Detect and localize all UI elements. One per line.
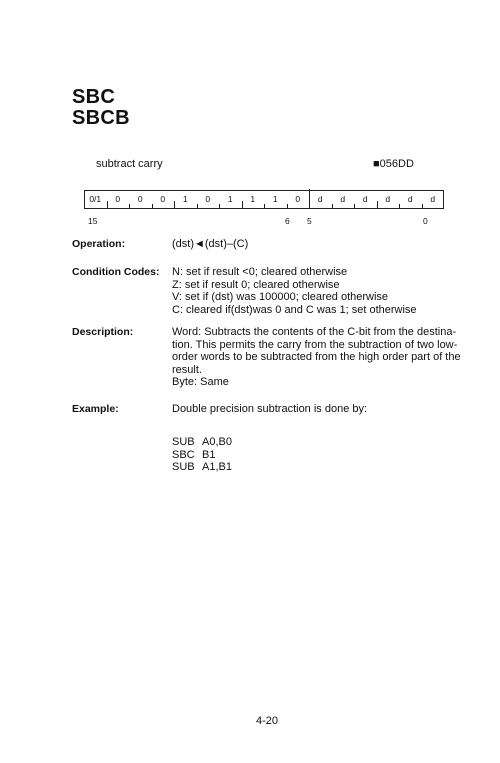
condition-code-z: Z: set if result 0; cleared otherwise [172, 278, 340, 291]
description-line: Byte: Same [172, 376, 229, 388]
bit-cell: 1 [250, 194, 256, 204]
condition-codes-list [172, 266, 467, 316]
instruction-subtitle: subtract carry [96, 158, 163, 170]
description-line: Word: Subtracts the contents of the C-bit from the destina- [172, 326, 457, 338]
description-label: Description: [72, 326, 134, 338]
bit-cell: d [317, 194, 323, 204]
condition-code-n: N: set if result <0; cleared otherwise [172, 266, 348, 278]
bit-tick [422, 204, 423, 208]
bit-cell: d [340, 194, 346, 204]
bit-cell: 0 [137, 194, 143, 204]
bit-cell: 0 [115, 194, 121, 204]
bit-cell: d [385, 194, 391, 204]
mnemonic-sbc: SBC [72, 86, 116, 108]
bit-cell: 0/1 [89, 194, 102, 204]
example-label: Example: [72, 403, 119, 415]
bit-cell: d [407, 194, 413, 204]
description-line: tion. This permits the carry from the subtraction of two low- [172, 338, 458, 351]
bit-tick [287, 204, 288, 208]
bit-cell: 1 [182, 194, 188, 204]
code-op: SUB [172, 461, 195, 473]
bit-cell: d [430, 194, 436, 204]
bit-tick [174, 201, 175, 208]
bit-number-6: 6 [285, 216, 290, 226]
bit-number-15: 15 [88, 216, 98, 226]
bit-cell: 1 [227, 194, 233, 204]
instruction-bit-field [84, 190, 444, 209]
code-line [172, 461, 467, 474]
code-op: SBC [172, 448, 195, 461]
page-number: 4-20 [256, 715, 279, 727]
bit-tick [264, 204, 265, 208]
operation-label: Operation: [72, 238, 126, 250]
condition-code-c: C: cleared if(dst)was 0 and C was 1; set otherwise [172, 303, 417, 316]
bit-cell: 1 [272, 194, 278, 204]
code-line [172, 436, 467, 449]
code-op: SUB [172, 436, 195, 448]
bit-tick [197, 204, 198, 208]
description-text [172, 326, 467, 389]
bit-cell: 0 [205, 194, 211, 204]
code-args: A0,B0 [202, 436, 232, 448]
example-text: Double precision subtraction is done by: [172, 403, 368, 415]
mnemonic-sbcb: SBCB [72, 107, 130, 129]
bit-tick [377, 201, 378, 208]
example-code-block [172, 436, 467, 474]
bit-tick [309, 189, 310, 208]
bit-number-0: 0 [423, 216, 428, 226]
bit-cell: 0 [295, 194, 301, 204]
condition-code-v: V: set if (dst) was 100000; cleared otherwise [172, 291, 389, 303]
description-line: result. [172, 363, 202, 376]
code-line [172, 449, 467, 462]
opcode-label: ■056DD [373, 158, 414, 170]
bit-cell: 0 [160, 194, 166, 204]
bit-cell: d [362, 194, 368, 204]
condition-codes-label: Condition Codes: [72, 266, 160, 278]
bit-tick [242, 201, 243, 208]
bit-tick [219, 204, 220, 208]
bit-tick [152, 204, 153, 208]
operation-text: (dst)◄(dst)–(C) [172, 238, 249, 250]
bit-number-5: 5 [307, 216, 312, 226]
code-args: A1,B1 [202, 461, 232, 473]
bit-tick [129, 204, 130, 208]
bit-tick [354, 204, 355, 208]
code-args: B1 [202, 448, 216, 461]
bit-tick [107, 201, 108, 208]
bit-tick [399, 204, 400, 208]
bit-tick [332, 204, 333, 208]
description-line: order words to be subtracted from the high order part of the [172, 351, 461, 363]
